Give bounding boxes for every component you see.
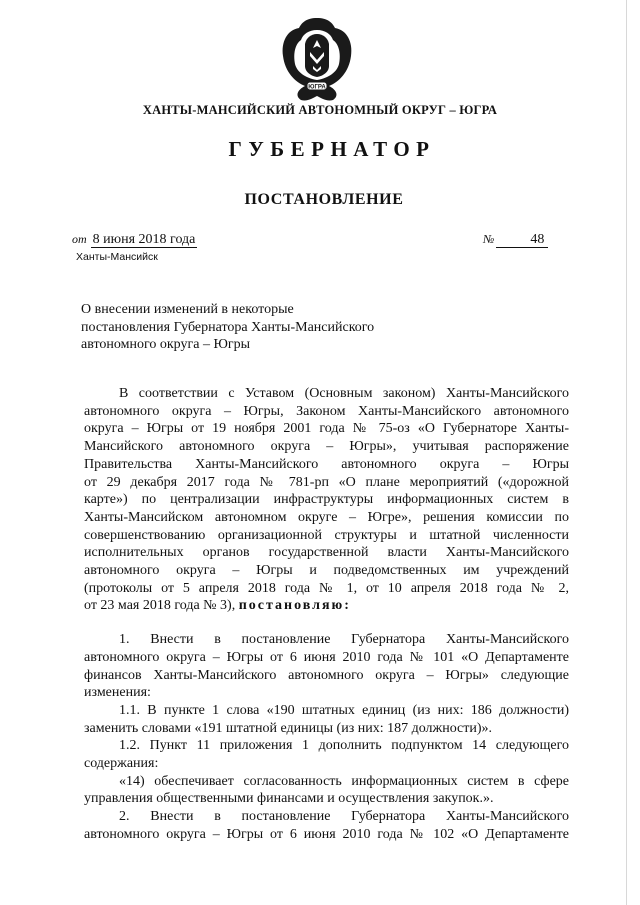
item-1-line: 1. Внести в постановление Губернатора Ханты-Мансийского (119, 632, 569, 648)
subject-line: постановления Губернатора Ханты-Мансийского (81, 319, 375, 335)
scan-edge-line (626, 0, 627, 905)
resolve-word: постановляю: (238, 598, 351, 614)
item-1-2-quote-line: управления общественными финансами и осуществления закупок.». (84, 791, 494, 807)
preamble-last-line (84, 597, 569, 615)
preamble-line: автономного округа – Югры и подведомственных им учреждений (84, 563, 569, 579)
subject-line: автономного округа – Югры (81, 337, 250, 353)
item-1-2-line: содержания: (84, 756, 159, 772)
preamble-line: от 29 декабря 2017 года № 781-рп «О плане мероприятий («дорожной (84, 474, 569, 490)
subject-block (81, 301, 374, 354)
preamble-line: В соответствии с Уставом (Основным законом) Ханты-Мансийского (119, 386, 569, 401)
preamble-line: совершенствованию организационной структуры и штатной численности (84, 527, 569, 543)
date-prefix: от (72, 232, 87, 246)
region-title: ХАНТЫ-МАНСИЙСКИЙ АВТОНОМНЫЙ ОКРУГ – ЮГРА (142, 103, 498, 117)
item-2-line: 2. Внести в постановление Губернатора Ханты-Мансийского (119, 809, 569, 825)
date-line (72, 232, 197, 248)
number-line (483, 232, 548, 248)
item-1-2-line: 1.2. Пункт 11 приложения 1 дополнить подпунктом 14 следующего (119, 738, 569, 754)
number-prefix: № (483, 232, 495, 246)
paragraph-gap (84, 615, 569, 631)
preamble-line: автономного округа – Югры, Законом Ханты-Мансийского автономного (84, 403, 569, 419)
item-1-line: изменения: (84, 685, 151, 701)
emblem-label: ЮГРА (308, 84, 326, 91)
subject-line: О внесении изменений в некоторые (81, 302, 294, 317)
item-1-2-quote-line: «14) обеспечивает согласованность информационных систем в сфере (119, 773, 569, 789)
item-2-line: автономного округа – Югры от 6 июня 2010 года № 102 «О Департаменте (84, 826, 569, 842)
governor-title: ГУБЕРНАТОР (228, 137, 436, 161)
coat-of-arms-emblem-icon (277, 16, 357, 102)
item-1-1-line: 1.1. В пункте 1 слова «190 штатных единиц (из них: 186 должности) (119, 702, 569, 718)
document-number: 48 (496, 232, 548, 248)
document-type-title: ПОСТАНОВЛЕНИЕ (244, 191, 404, 208)
preamble-line: (протоколы от 5 апреля 2018 года № 1, от 10 апреля 2018 года № 2, (84, 580, 569, 596)
item-1-line: автономного округа – Югры от 6 июня 2010 года № 101 «О Департаменте (84, 649, 569, 665)
city-name: Ханты-Мансийск (76, 251, 158, 263)
preamble-line: исполнительных органов государственной власти Ханты-Мансийского (84, 545, 569, 561)
item-1-1-line: заменить словами «191 штатной единицы (из них: 187 должности)». (84, 720, 493, 736)
preamble-line: округа – Югры от 19 ноября 2001 года № 75-оз «О Губернаторе Ханты- (84, 421, 569, 437)
document-body (84, 385, 569, 844)
document-date: 8 июня 2018 года (92, 232, 196, 247)
preamble-line: Правительства Ханты-Мансийского автономного округа – Югры (84, 456, 569, 472)
preamble-line: от 23 мая 2018 года № 3), (84, 598, 236, 614)
preamble-line: Мансийского автономного округа – Югры», учитывая распоряжение (84, 439, 569, 455)
preamble-line: Ханты-Мансийском автономном округе – Югре», решения комиссии по (84, 509, 569, 525)
preamble-line: карте») по централизации инфраструктуры информационных систем в (84, 492, 569, 508)
item-1-line: финансов Ханты-Мансийского автономного округа – Югры» следующие (84, 667, 569, 683)
